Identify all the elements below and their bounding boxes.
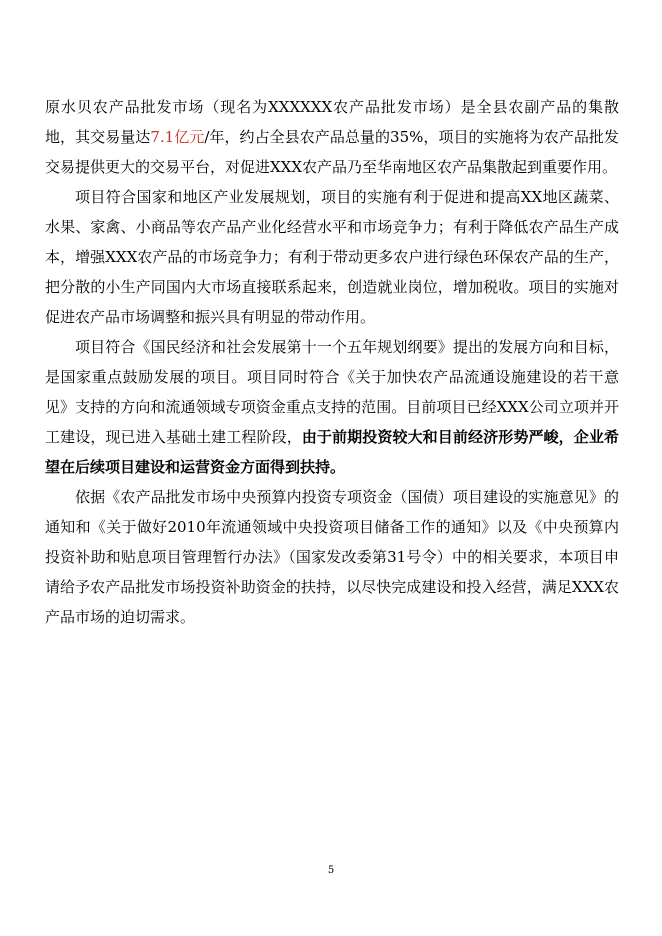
text-segment: 项目符合《国民经济和社会发展第十一个五年规划纲要》提出的发展方向和目标，是国家重点鼓励发展的项目。项目同时符合《关于加快农产品流通设施建设的若干意见》支持的方向和流通领域专项资金重点支持的范围。目前项目已经XXX公司立项并开工建设，现已进入基础土建工程阶段， — [45, 338, 619, 446]
text-segment: /年，约占全县农产品总量的35%，项目的实施将为农产品批发交易提供更大的交易平台，对促进XXX农产品乃至华南地区农产品集散起到重要作用。 — [45, 128, 619, 176]
bold-funding-request: 由于前期投资较大和目前经济形势严峻，企业希望在后续项目建设和运营资金方面得到扶持。 — [45, 428, 619, 476]
document-body — [45, 92, 619, 632]
paragraph-legal-basis — [45, 482, 619, 632]
text-segment: 依据《农产品批发市场中央预算内投资专项资金（国债）项目建设的实施意见》的通知和《关于做好2010年流通领域中央投资项目储备工作的通知》以及《中央预算内投资补助和贴息项目管理暂行办法》（国家发改委第31号令）中的相关要求，本项目申请给予农产品批发市场投资补助资金的扶持，以尽快完成建设和投入经营，满足XXX农产品市场的迫切需求。 — [45, 488, 619, 626]
text-segment: 原水贝农产品批发市场（现名为XXXXXX农产品批发市场）是全县农副产品的集散地，其交易量达 — [45, 98, 619, 146]
highlighted-trade-volume: 7.1亿元 — [150, 128, 205, 146]
page-number: 5 — [327, 865, 335, 876]
paragraph-planning-benefits — [45, 182, 619, 332]
paragraph-policy-compliance — [45, 332, 619, 482]
text-segment: 项目符合国家和地区产业发展规划，项目的实施有利于促进和提高XX地区蔬菜、水果、家禽、小商品等农产品产业化经营水平和市场竞争力；有利于降低农产品生产成本，增强XXX农产品的市场竞争力；有利于带动更多农户进行绿色环保农产品的生产，把分散的小生产同国内大市场直接联系起来，创造就业岗位，增加税收。项目的实施对促进农产品市场调整和振兴具有明显的带动作用。 — [45, 188, 619, 326]
paragraph-market-overview — [45, 92, 619, 182]
